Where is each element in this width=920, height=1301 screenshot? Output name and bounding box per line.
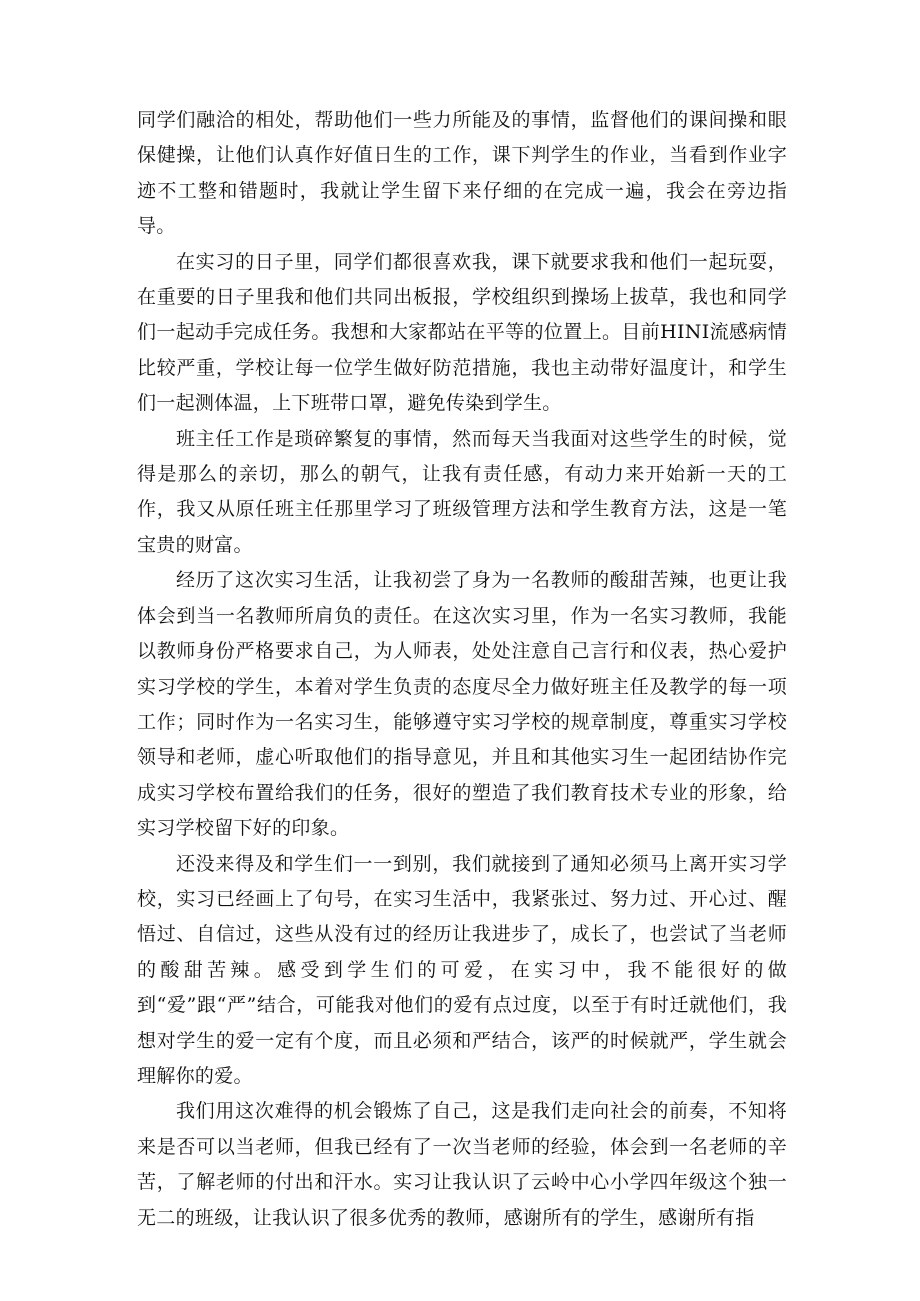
document-body bbox=[137, 103, 787, 1236]
paragraph-4: 经历了这次实习生活，让我初尝了身为一名教师的酸甜苦辣，也更让我体会到当一名教师所肩负的责任。在这次实习里，作为一名实习教师，我能以教师身份严格要求自己，为人师表，处处注意自己言行和仪表，热心爱护实习学校的学生，本着对学生负责的态度尽全力做好班主任及教学的每一项工作；同时作为一名实习生，能够遵守实习学校的规章制度，尊重实习学校领导和老师，虚心听取他们的指导意见，并且和其他实习生一起团结协作完成实习学校布置给我们的任务，很好的塑造了我们教育技术专业的形象，给实习学校留下好的印象。 bbox=[137, 569, 787, 840]
paragraph-3: 班主任工作是琐碎繁复的事情，然而每天当我面对这些学生的时候，觉得是那么的亲切，那么的朝气，让我有责任感，有动力来开始新一天的工作，我又从原任班主任那里学习了班级管理方法和学生教育方法，这是一笔宝贵的财富。 bbox=[137, 427, 787, 556]
paragraph-5: 还没来得及和学生们一一到别，我们就接到了通知必须马上离开实习学校，实习已经画上了句号，在实习生活中，我紧张过、努力过、开心过、醒悟过、自信过，这些从没有过的经历让我进步了，成长了，也尝试了当老师的酸甜苦辣。感受到学生们的可爱，在实习中，我不能很好的做到“爱”跟“严”结合，可能我对他们的爱有点过度，以至于有时迁就他们，我想对学生的爱一定有个度，而且必须和严结合，该严的时候就严，学生就会理解你的爱。 bbox=[137, 852, 787, 1087]
paragraph-2: 在实习的日子里，同学们都很喜欢我，课下就要求我和他们一起玩耍，在重要的日子里我和他们共同出板报，学校组织到操场上拔草，我也和同学们一起动手完成任务。我想和大家都站在平等的位置上。目前HINI流感病情比较严重，学校让每一位学生做好防范措施，我也主动带好温度计，和学生们一起测体温，上下班带口罩，避免传染到学生。 bbox=[137, 250, 787, 415]
paragraph-6: 我们用这次难得的机会锻炼了自己，这是我们走向社会的前奏，不知将来是否可以当老师，但我已经有了一次当老师的经验，体会到一名老师的辛苦，了解老师的付出和汗水。实习让我认识了云岭中心小学四年级这个独一无二的班级，让我认识了很多优秀的教师，感谢所有的学生，感谢所有指 bbox=[137, 1100, 787, 1229]
paragraph-1-continued: 同学们融洽的相处，帮助他们一些力所能及的事情，监督他们的课间操和眼保健操，让他们认真作好值日生的工作，课下判学生的作业，当看到作业字迹不工整和错题时，我就让学生留下来仔细的在完成一遍，我会在旁边指导。 bbox=[137, 109, 787, 238]
